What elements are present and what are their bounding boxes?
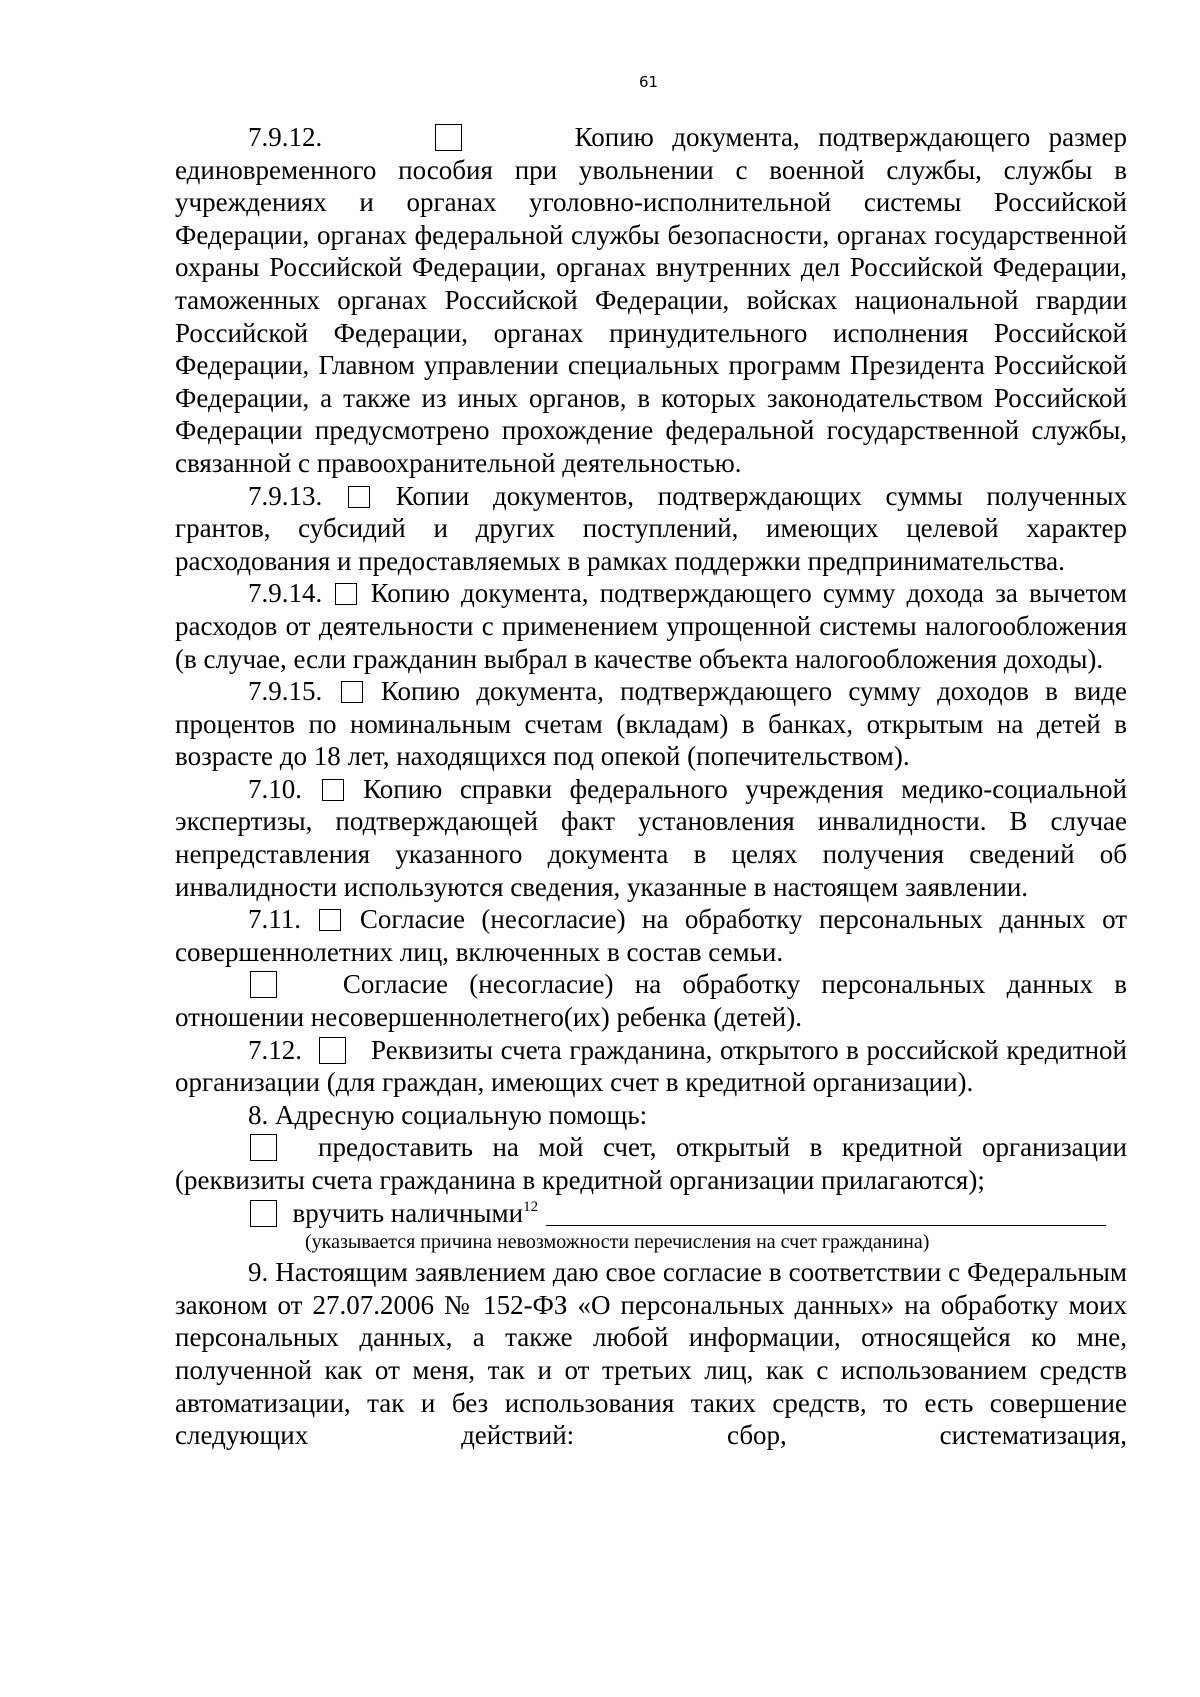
reason-input-line[interactable] bbox=[546, 1224, 1106, 1226]
item-text: Согласие (несогласие) на обработку персональных данных от совершеннолетних лиц, включенных в состав семьи. bbox=[175, 904, 1128, 967]
checkbox[interactable] bbox=[250, 971, 277, 998]
item-7-11-minors bbox=[175, 968, 1127, 1033]
checkbox[interactable] bbox=[435, 124, 462, 151]
reason-caption: (указывается причина невозможности перечисления на счет гражданина) bbox=[305, 1231, 930, 1254]
section-9: 9. Настоящим заявлением даю свое согласие в соответствии с Федеральным законом от 27.07.2006 № 152-ФЗ «О персональных данных» на обработку моих персональных данных, а также любой информации, относящейся ко мне, полученной как от меня, так и от третьих лиц, как с использованием средств автоматизации, так и без использования таких средств, то есть совершение следующих действий: сбор, систематизация, bbox=[175, 1257, 1127, 1451]
option-text: предоставить на мой счет, открытый в кредитной организации (реквизиты счета гражданина в кредитной организации прилагаются); bbox=[175, 1132, 1128, 1195]
section-8-option-cash bbox=[175, 1197, 1127, 1230]
item-number: 7.10. bbox=[248, 773, 302, 804]
option-text: вручить наличными bbox=[292, 1197, 524, 1228]
item-number: 7.12. bbox=[248, 1034, 302, 1065]
checkbox[interactable] bbox=[250, 1134, 277, 1161]
footnote-marker: 12 bbox=[523, 1198, 539, 1215]
checkbox[interactable] bbox=[335, 583, 357, 605]
item-number: 7.9.12. bbox=[248, 122, 323, 152]
item-7-10 bbox=[175, 773, 1127, 903]
item-7-12 bbox=[175, 1034, 1127, 1099]
item-text: Реквизиты счета гражданина, открытого в российской кредитной организации (для граждан, имеющих счет в кредитной организации). bbox=[175, 1034, 1127, 1098]
item-text: Согласие (несогласие) на обработку персональных данных в отношении несовершеннолетнего(их) ребенка (детей). bbox=[175, 969, 1127, 1033]
item-text: Копию документа, подтверждающего размер единовременного пособия при увольнении с военной службы, службы в учреждениях и органах уголовно-исполнительной системы Российской Федерации, органах федеральной службы безопасности, органах государственной охраны Российской Федерации, органах внутренних дел Российской Федерации, таможенных органах Российской Федерации, войсках национальной гвардии Российской Федерации, органах принудительного исполнения Российской Федерации, Главном управлении специальных программ Президента Российской Федерации, а также из иных органов, в которых законодательством Российской Федерации предусмотрено прохождение федеральной государственной службы, связанной с правоохранительной деятельностью. bbox=[175, 122, 1128, 478]
document-body bbox=[175, 121, 1127, 1452]
checkbox[interactable] bbox=[348, 486, 370, 508]
item-text: Копию справки федерального учреждения медико-социальной экспертизы, подтверждающей факт установления инвалидности. В случае непредставления указанного документа в целях получения сведений об инвалидности используются сведения, указанные в настоящем заявлении. bbox=[175, 773, 1128, 902]
item-number: 7.9.13. bbox=[248, 480, 323, 511]
item-text: Копии документов, подтверждающих суммы полученных грантов, субсидий и других поступлений, имеющих целевой характер расходования и предоставляемых в рамках поддержки предпринимательства. bbox=[175, 480, 1128, 576]
checkbox[interactable] bbox=[319, 909, 341, 931]
checkbox[interactable] bbox=[322, 779, 344, 801]
item-7-9-13 bbox=[175, 480, 1127, 578]
checkbox[interactable] bbox=[319, 1037, 346, 1064]
section-8-option-account bbox=[175, 1131, 1127, 1196]
item-7-9-14 bbox=[175, 577, 1127, 675]
item-7-11 bbox=[175, 903, 1127, 968]
item-text: Копию документа, подтверждающего сумму дохода за вычетом расходов от деятельности с применением упрощенной системы налогообложения (в случае, если гражданин выбрал в качестве объекта налогообложения доходы). bbox=[175, 578, 1128, 674]
item-7-9-15 bbox=[175, 675, 1127, 773]
page-number: 61 bbox=[638, 73, 659, 91]
checkbox[interactable] bbox=[341, 681, 363, 703]
section-8-heading: 8. Адресную социальную помощь: bbox=[248, 1099, 648, 1130]
item-7-9-12 bbox=[175, 121, 1127, 480]
item-number: 7.9.15. bbox=[248, 676, 323, 707]
item-number: 7.11. bbox=[248, 904, 301, 935]
item-text: Копию документа, подтверждающего сумму доходов в виде процентов по номинальным счетам (вкладам) в банках, открытым на детей в возрасте до 18 лет, находящихся под опекой (попечительством). bbox=[175, 676, 1128, 772]
checkbox[interactable] bbox=[250, 1200, 277, 1227]
item-number: 7.9.14. bbox=[248, 578, 323, 609]
